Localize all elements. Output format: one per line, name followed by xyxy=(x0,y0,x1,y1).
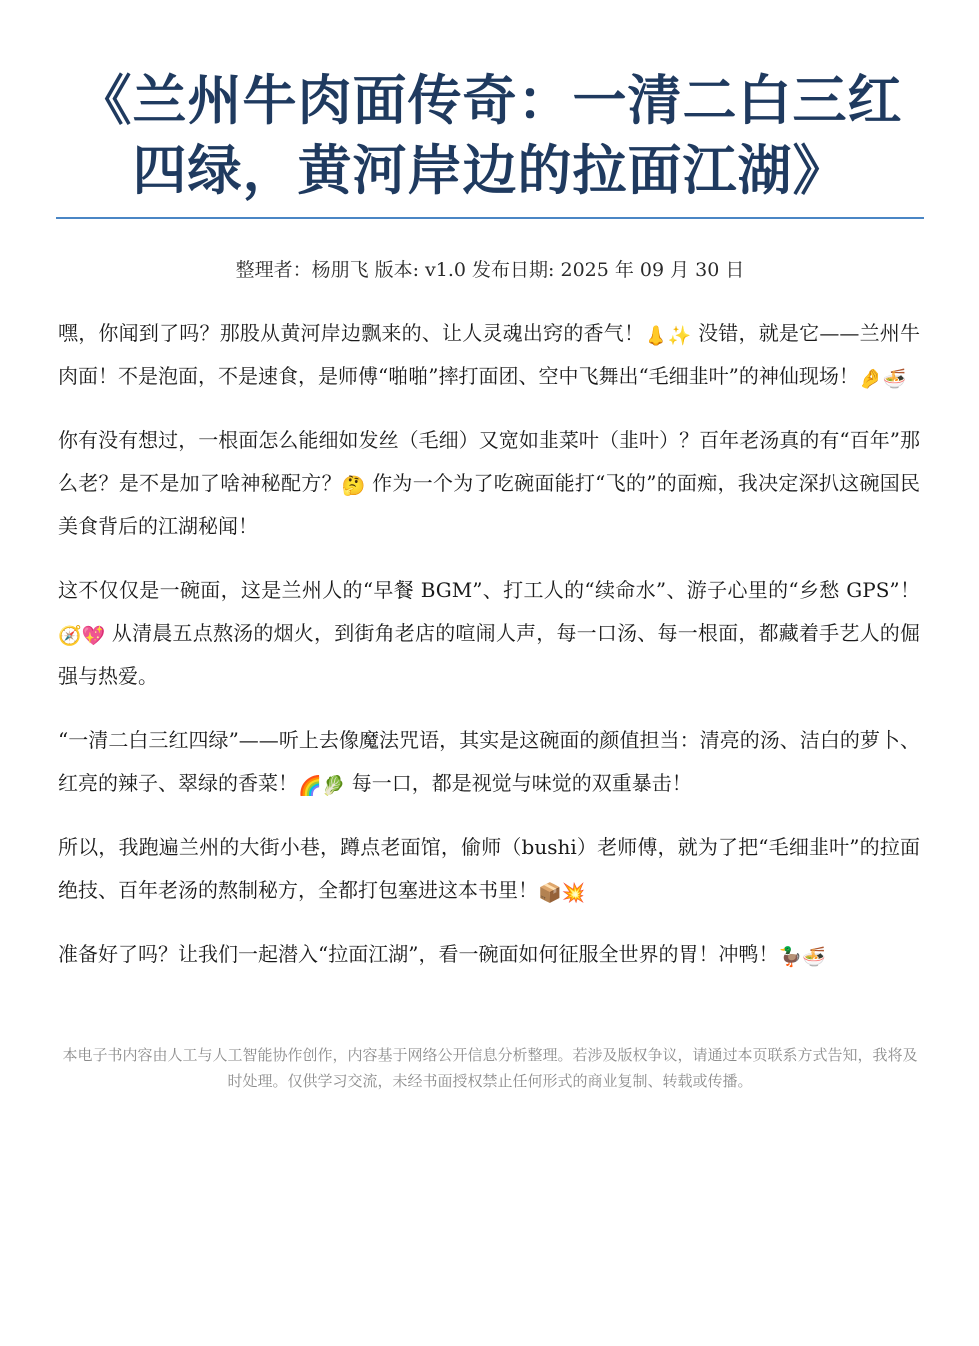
package-icon: 📦 xyxy=(538,882,562,904)
compass-icon: 🧭 xyxy=(58,625,82,647)
paragraph-text: 嘿，你闻到了吗？那股从黄河岸边飘来的、让人灵魂出窍的香气！ xyxy=(58,321,645,345)
paragraph-text: 这不仅仅是一碗面，这是兰州人的“早餐 BGM”、打工人的“续命水”、游子心里的“乡愁 GPS”！ xyxy=(58,578,920,602)
paragraph-meaning xyxy=(58,569,920,698)
article-body xyxy=(58,312,920,997)
page-title: 《兰州牛肉面传奇：一清二白三红四绿，黄河岸边的拉面江湖》 xyxy=(77,69,903,202)
paragraph-text: 作为一个为了吃碗面能打“飞的”的面痴，我决定深扒这碗国民美食背后的江湖秘闻！ xyxy=(58,471,920,538)
sparkles-icon: ✨ xyxy=(667,325,692,347)
paragraph-text: 准备好了吗？让我们一起潜入“拉面江湖”，看一碗面如何征服全世界的胃！冲鸭！ xyxy=(58,942,779,966)
copyright-notice: 本电子书内容由人工与人工智能协作创作，内容基于网络公开信息分析整理。若涉及版权争议，请通过本页联系方式告知，我将及时处理。仅供学习交流，未经书面授权禁止任何形式的商业复制、转载或传播。 xyxy=(62,1046,918,1090)
title-divider xyxy=(56,217,924,219)
paragraph-text: 你有没有想过，一根面怎么能细如发丝（毛细）又宽如韭菜叶（韭叶）？百年老汤真的有“百年”那么老？是不是加了啥神秘配方？ xyxy=(58,428,920,495)
paragraph-text: 没错，就是它——兰州牛肉面！不是泡面，不是速食，是师傅“啪啪”摔打面团、空中飞舞出“毛细韭叶”的神仙现场！ xyxy=(58,321,921,388)
paragraph-text: “一清二白三红四绿”——听上去像魔法咒语，其实是这碗面的颜值担当：清亮的汤、洁白的萝卜、红亮的辣子、翠绿的香菜！ xyxy=(58,728,920,795)
nose-icon: 👃 xyxy=(644,325,668,347)
collision-icon: 💥 xyxy=(561,882,586,904)
paragraph-colors xyxy=(58,719,920,805)
rainbow-icon: 🌈 xyxy=(298,775,322,797)
duck-icon: 🦆 xyxy=(778,946,803,968)
paragraph-call-to-action xyxy=(58,933,920,976)
paragraph-intro xyxy=(58,312,920,398)
leafy-green-icon: 🥬 xyxy=(321,775,346,797)
paragraph-text: 所以，我跑遍兰州的大街小巷，蹲点老面馆，偷师（bushi）老师傅，就为了把“毛细韭叶”的拉面绝技、百年老汤的熬制秘方，全都打包塞进这本书里！ xyxy=(58,835,920,902)
noodle-bowl-icon: 🍜 xyxy=(882,368,907,390)
document-meta: 整理者：杨朋飞 版本: v1.0 发布日期: 2025 年 09 月 30 日 xyxy=(235,259,745,281)
paragraph-text: 每一口，都是视觉与味觉的双重暴击！ xyxy=(345,771,692,795)
paragraph-book xyxy=(58,826,920,912)
sparkling-heart-icon: 💖 xyxy=(81,625,106,647)
paragraph-questions xyxy=(58,419,920,548)
pinched-fingers-icon: 🤌 xyxy=(858,368,883,390)
paragraph-text: 从清晨五点熬汤的烟火，到街角老店的喧闹人声，每一口汤、每一根面，都藏着手艺人的倔强与热爱。 xyxy=(58,621,920,688)
noodle-bowl-icon: 🍜 xyxy=(802,946,826,968)
thinking-face-icon: 🤔 xyxy=(341,475,366,497)
